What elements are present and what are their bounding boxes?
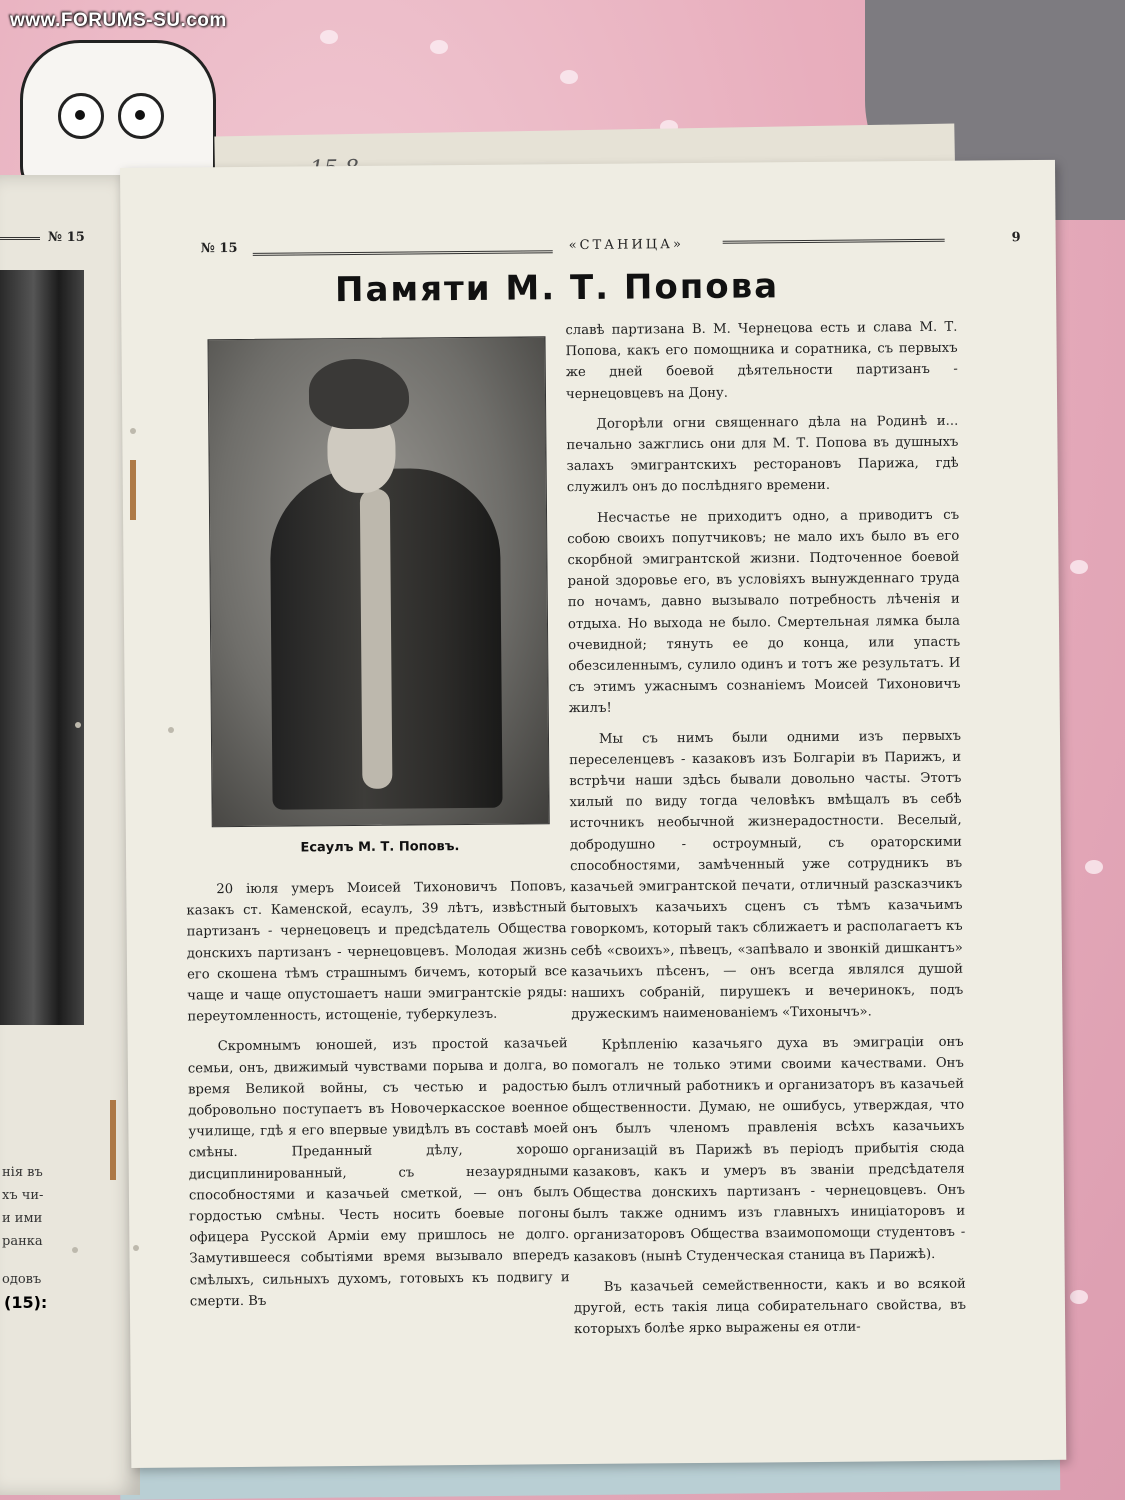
left-page <box>0 175 140 1495</box>
page-header <box>201 230 1021 261</box>
paragraph: славѣ партизана В. М. Чернецова есть и слава М. Т. Попова, какъ его помощника и соратника, съ первыхъ же дней боевой дѣятельности партизанъ - чернецовцевъ на Дону. <box>565 319 958 402</box>
portrait-fur-trim <box>360 489 393 789</box>
paragraph: Догорѣли огни священнаго дѣла на Родинѣ и... печально зажглись они для М. Т. Попова въ душныхъ залахъ эмигрантскихъ ресторановъ Парижа, гдѣ служилъ онъ до послѣдняго времени. <box>566 413 959 496</box>
binding-hole <box>75 722 81 728</box>
portrait-papakha <box>309 358 410 429</box>
binding-hole <box>133 1245 139 1251</box>
left-text-fragment: нія въ <box>2 1165 43 1180</box>
right-column <box>565 317 966 1350</box>
paragraph: 20 іюля умеръ Моисей Тихоновичъ Поповъ, казакъ ст. Каменской, есаулъ, 39 лѣтъ, извѣстный партизанъ - чернецовецъ и предсѣдатель Общества донскихъ партизанъ - чернецовцевъ. Молодая жизнь его скошена тѣмъ страшнымъ бичемъ, который все чаще и чаще опустошаетъ наши эмигрантскіе ряды: переутомленность, истощеніе, туберкулезъ. <box>186 879 568 1025</box>
page-number: 9 <box>1011 230 1021 246</box>
photo-caption: Есаулъ М. Т. Поповъ. <box>300 839 460 856</box>
watermark: www.FORUMS-SU.com <box>10 10 227 31</box>
left-text-fragment: и ими <box>2 1211 43 1226</box>
left-text-fragment: одовъ <box>2 1272 42 1287</box>
left-text-fragment: хъ чи- <box>2 1188 44 1203</box>
binding-hole <box>72 1247 78 1253</box>
article-headline: Памяти М. Т. Попова <box>334 266 780 311</box>
paw-print <box>1085 860 1103 874</box>
paragraph: Скромнымъ юношей, изъ простой казачьей семьи, онъ, движимый чувствами порыва и долга, во время Великой войны, съ честью и радостью добровольно поступаетъ въ Новочеркасское военное училище, гдѣ я его впервые увидѣлъ въ составѣ моей смѣны. Преданный дѣлу, хорошо дисциплинированный, съ незаурядными способностями и казачьей сметкой, — онъ былъ гордостью смѣны. Честь носить боевые погоны офицера Русской Арміи ему пришлось не долго. Замутившееся событіями время вызывало впередъ смѣлыхъ, сильныхъ духомъ, готовыхъ къ подвигу и смерти. Въ <box>187 1036 570 1310</box>
binding-hole <box>168 727 174 733</box>
magazine-page <box>120 160 1066 1468</box>
paw-print <box>320 30 338 44</box>
left-column <box>186 876 570 1321</box>
paragraph: Крѣпленію казачьяго духа въ эмиграціи онъ помогалъ не только этими своими качествами. Онъ былъ отличный работникъ и организаторъ въ казачьей общественности. Думаю, не ошибусь, утверждая, что онъ былъ членомъ правленія всѣхъ казачьихъ организацій въ Парижѣ въ періодъ прибытія сюда казаковъ, какъ и умеръ въ званіи предсѣдателя Общества донскихъ партизанъ - чернецовцевъ. Онъ былъ также однимъ изъ главныхъ иниціаторовъ и организаторовъ Общества взаимопомощи студентовъ - казаковъ (нынѣ Студенческая станица въ Парижѣ). <box>571 1034 966 1265</box>
paragraph: Несчастье не приходитъ одно, а приводитъ съ собою своихъ попутчиковъ; не мало ихъ было въ его скорбной эмигрантской жизни. Подточенное боевой раной здоровье его, въ условіяхъ вынужденнаго труда по ночамъ, давно вызывало потребность лѣченія и отдыха. Но выхода не было. Смертельная лямка была очевидной; тянуть ее до конца, или упасть обезсиленнымъ, сулило одинъ и тотъ же результатъ. И съ этимъ ужаснымъ сознаніемъ Моисей Тихоновичъ жилъ! <box>567 507 961 717</box>
header-rule-right <box>723 239 945 244</box>
left-text-fragment: ранка <box>2 1234 43 1249</box>
left-page-footer: (15): <box>4 1293 48 1312</box>
paw-print <box>1070 1290 1088 1304</box>
left-page-number: № 15 <box>48 230 85 245</box>
left-page-photo <box>0 270 84 1025</box>
cat-eye-right <box>118 93 164 139</box>
paw-print <box>430 40 448 54</box>
magazine-title: «СТАНИЦА» <box>568 237 684 254</box>
cat-eye-left <box>58 93 104 139</box>
header-rule-left <box>253 250 553 256</box>
header-rule <box>0 237 40 240</box>
issue-number: № 15 <box>200 240 238 257</box>
rust-stain <box>110 1100 116 1180</box>
paragraph: Въ казачьей семейственности, какъ и во всякой другой, есть такія лица собирательнаго свойства, въ которыхъ болѣе ярко выражены ея отли- <box>573 1276 967 1338</box>
paw-print <box>1070 560 1088 574</box>
rust-stain <box>130 460 136 520</box>
binding-hole <box>130 428 136 434</box>
paragraph: Мы съ нимъ были одними изъ первыхъ переселенцевъ - казаковъ изъ Болгаріи въ Парижъ, и встрѣчи наши здѣсь бывали довольно часты. Этотъ хилый по виду тогда человѣкъ вмѣщалъ въ себѣ источникъ необычной жизнерадостности. Веселый, добродушно - остроумный, съ ораторскими способностями, замѣченный уже сотрудникъ въ казачьей эмигрантской печати, отличный разсказчикъ бытовыхъ казачьихъ сценъ съ тѣмъ казачьимъ говоркомъ, который такъ сближаетъ и располагаетъ къ себѣ «своихъ», пѣвецъ, «запѣвало и звонкій дишкантъ» казачьихъ пѣсенъ, — онъ всегда являлся душой нашихъ собраній, пирушекъ и вечеринокъ, подъ дружескимъ наименованіемъ «Тихонычъ». <box>569 728 964 1023</box>
paw-print <box>560 70 578 84</box>
portrait-photo <box>207 336 549 827</box>
